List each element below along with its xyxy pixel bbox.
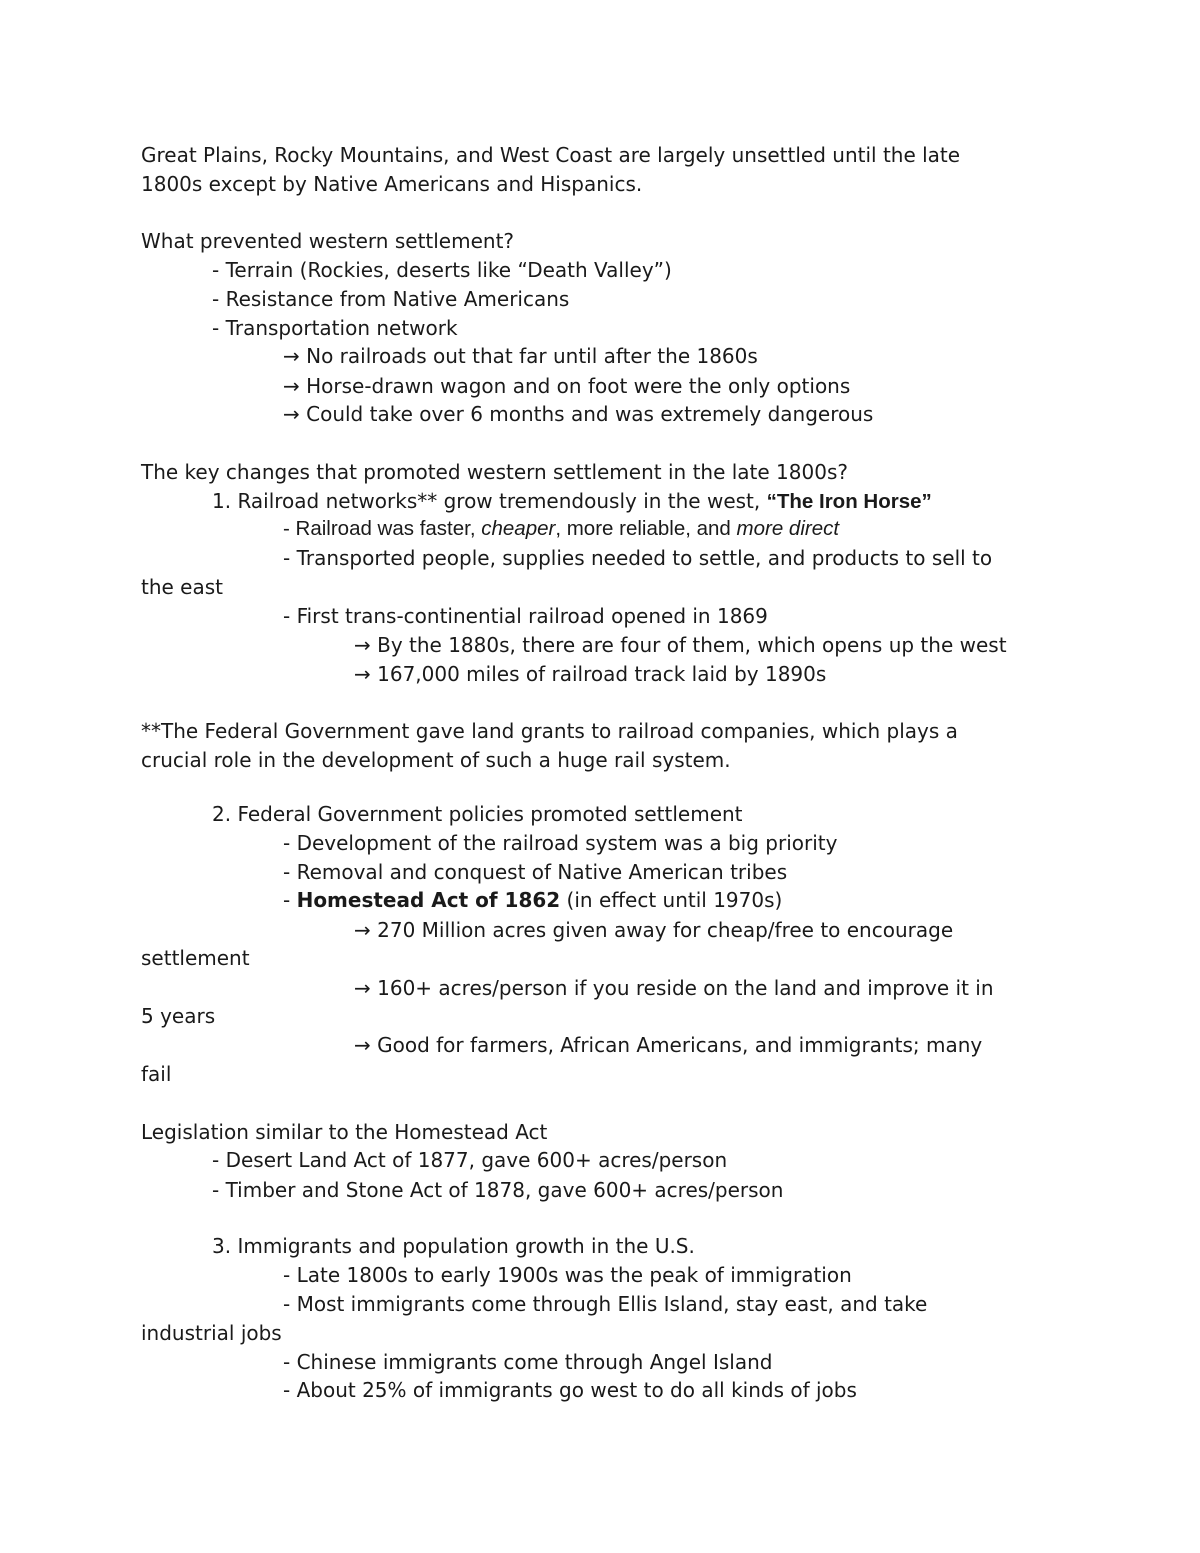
land-grant-note-line-1: **The Federal Government gave land grants to railroad companies, which plays a: [141, 719, 958, 743]
legislation-item: - Desert Land Act of 1877, gave 600+ acres/person: [212, 1148, 728, 1172]
homestead-subitem-line-1: → 270 Million acres given away for cheap/free to encourage: [354, 918, 954, 942]
immigrants-item-line-2: industrial jobs: [141, 1321, 282, 1345]
railroad-heading-text: 1. Railroad networks** grow tremendously in the west,: [212, 489, 767, 513]
transport-subitem: → Could take over 6 months and was extremely dangerous: [283, 402, 874, 426]
first-railroad: - First trans-continential railroad opened in 1869: [283, 604, 768, 628]
transport-subitem: → Horse-drawn wagon and on foot were the only options: [283, 374, 851, 398]
railroad-heading: [212, 491, 932, 513]
legislation-heading: Legislation similar to the Homestead Act: [141, 1120, 548, 1144]
land-grant-note-line-2: crucial role in the development of such a huge rail system.: [141, 748, 731, 772]
prevented-item: - Resistance from Native Americans: [212, 287, 570, 311]
homestead-act-note: (in effect until 1970s): [560, 888, 783, 912]
legislation-item: - Timber and Stone Act of 1878, gave 600+ acres/person: [212, 1178, 784, 1202]
railroad-advantages-c: , more reliable, and: [555, 517, 737, 540]
railroad-advantages: [283, 519, 839, 540]
railroad-transported-line-2: the east: [141, 575, 224, 599]
homestead-subitem-line-2: fail: [141, 1062, 172, 1086]
homestead-subitem-line-1: → 160+ acres/person if you reside on the land and improve it in: [354, 976, 994, 1000]
first-railroad-subitem: → 167,000 miles of railroad track laid by 1890s: [354, 662, 827, 686]
policies-item: - Removal and conquest of Native American tribes: [283, 860, 788, 884]
homestead-subitem-line-2: settlement: [141, 946, 250, 970]
changes-question: The key changes that promoted western settlement in the late 1800s?: [141, 460, 848, 484]
intro-line-1: Great Plains, Rocky Mountains, and West Coast are largely unsettled until the late: [141, 143, 961, 167]
railroad-advantages-a: - Railroad was faster,: [283, 517, 482, 540]
prevented-item: - Transportation network: [212, 316, 458, 340]
prevented-question: What prevented western settlement?: [141, 229, 515, 253]
railroad-advantages-direct: more direct: [736, 517, 840, 540]
homestead-subitem-line-2: 5 years: [141, 1004, 216, 1028]
policies-heading: 2. Federal Government policies promoted settlement: [212, 802, 743, 826]
transport-subitem: → No railroads out that far until after the 1860s: [283, 344, 758, 368]
intro-line-2: 1800s except by Native Americans and Hispanics.: [141, 172, 643, 196]
homestead-dash: -: [283, 888, 297, 912]
immigrants-item: - About 25% of immigrants go west to do all kinds of jobs: [283, 1378, 857, 1402]
policies-item: - Development of the railroad system was a big priority: [283, 831, 838, 855]
immigrants-item-line-1: - Most immigrants come through Ellis Island, stay east, and take: [283, 1292, 928, 1316]
iron-horse-label: “The Iron Horse”: [766, 490, 932, 513]
prevented-item: - Terrain (Rockies, deserts like “Death Valley”): [212, 258, 672, 282]
homestead-subitem-line-1: → Good for farmers, African Americans, and immigrants; many: [354, 1033, 983, 1057]
first-railroad-subitem: → By the 1880s, there are four of them, which opens up the west: [354, 633, 1007, 657]
immigrants-item: - Late 1800s to early 1900s was the peak of immigration: [283, 1263, 852, 1287]
railroad-advantages-cheaper: cheaper: [481, 517, 556, 540]
homestead-act-item: [283, 890, 782, 910]
homestead-act-title: Homestead Act of 1862: [296, 888, 561, 912]
railroad-transported-line-1: - Transported people, supplies needed to settle, and products to sell to: [283, 546, 993, 570]
immigrants-heading: 3. Immigrants and population growth in the U.S.: [212, 1234, 695, 1258]
immigrants-item: - Chinese immigrants come through Angel Island: [283, 1350, 773, 1374]
